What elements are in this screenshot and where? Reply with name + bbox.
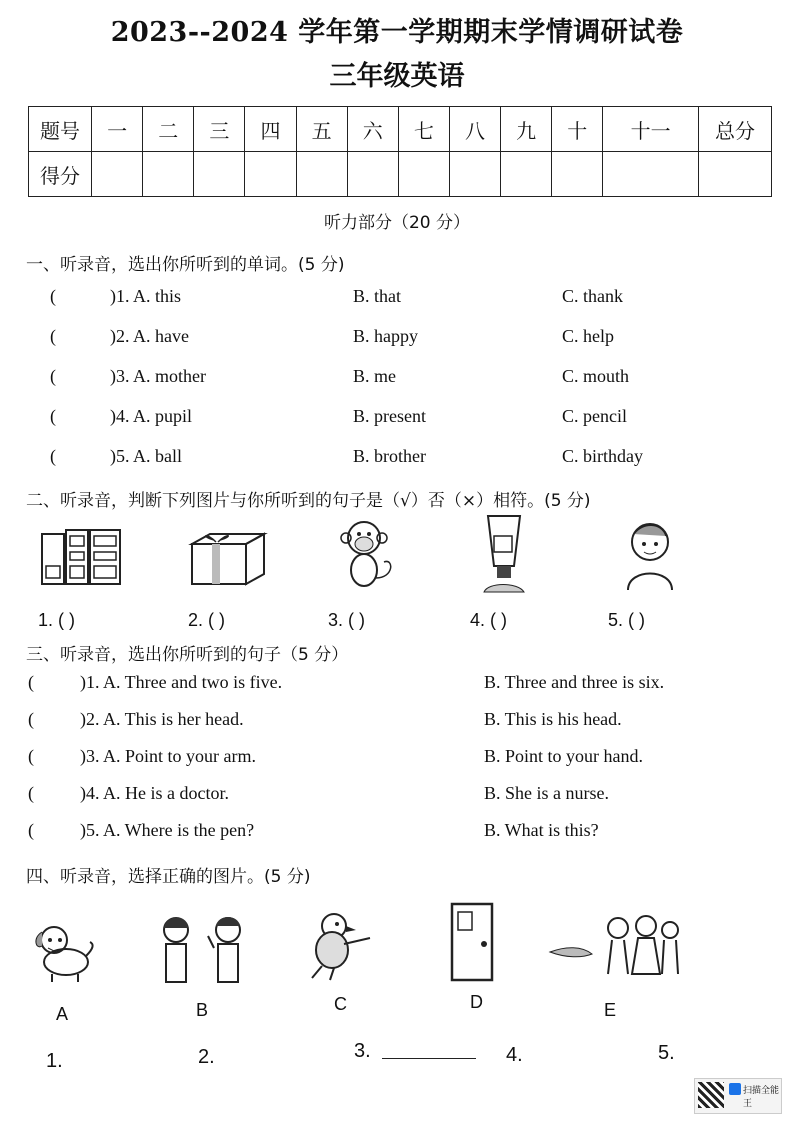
exam-title: 2023--2024 学年第一学期期末学情调研试卷 — [110, 17, 684, 48]
door-icon — [448, 900, 498, 984]
s1-option-b: B. me — [353, 366, 396, 386]
answer-paren[interactable]: ( — [28, 783, 34, 803]
s1-item — [50, 286, 770, 308]
s4-letter: E — [604, 1000, 617, 1020]
s4-letter: A — [56, 1004, 69, 1024]
kids-group-icon — [546, 912, 680, 980]
s1-option-a: )1. A. this — [110, 286, 182, 306]
building-icon — [36, 526, 126, 588]
scanner-watermark — [694, 1078, 782, 1114]
s4-letter: B — [196, 1000, 209, 1020]
answer-blank-line[interactable] — [382, 1058, 476, 1059]
s3-item — [28, 746, 768, 768]
s1-item — [50, 366, 770, 388]
score-col: 四 — [245, 107, 296, 152]
answer-paren[interactable]: ( — [50, 366, 56, 386]
s2-label[interactable]: 5. ( ) — [608, 610, 646, 630]
s1-option-b: B. that — [353, 286, 401, 306]
answer-paren[interactable]: ( — [50, 446, 56, 466]
score-table — [28, 106, 772, 197]
s3-item — [28, 709, 768, 731]
score-cell[interactable] — [194, 152, 245, 197]
s3-option-b: B. What is this? — [484, 820, 599, 840]
s1-option-c: C. thank — [562, 286, 623, 306]
answer-paren[interactable]: ( — [28, 746, 34, 766]
score-row-label: 题号 — [29, 107, 92, 152]
s4-letter: D — [470, 992, 483, 1012]
s3-option-a: )4. A. He is a doctor. — [80, 783, 229, 803]
qr-code-icon — [698, 1082, 724, 1108]
score-cell[interactable] — [699, 152, 772, 197]
score-value-row — [29, 152, 772, 197]
score-col: 七 — [398, 107, 449, 152]
score-row-label: 得分 — [29, 152, 92, 197]
section4-title: 四、听录音，选择正确的图片。(5 分) — [26, 867, 311, 887]
score-cell[interactable] — [398, 152, 449, 197]
s4-answer[interactable]: 2. — [198, 1046, 215, 1068]
score-col: 一 — [92, 107, 143, 152]
s1-option-a: )3. A. mother — [110, 366, 206, 386]
score-cell[interactable] — [501, 152, 552, 197]
children-icon — [154, 912, 254, 988]
answer-paren[interactable]: ( — [50, 286, 56, 306]
s1-option-a: )2. A. have — [110, 326, 189, 346]
s3-option-a: )5. A. Where is the pen? — [80, 820, 255, 840]
score-cell[interactable] — [347, 152, 398, 197]
glue-tube-icon — [474, 512, 534, 596]
s3-option-b: B. This is his head. — [484, 709, 622, 729]
section1-title: 一、听录音，选出你所听到的单词。(5 分) — [26, 255, 345, 275]
answer-paren[interactable]: ( — [28, 709, 34, 729]
s3-option-a: )2. A. This is her head. — [80, 709, 244, 729]
s3-option-a: )3. A. Point to your arm. — [80, 746, 256, 766]
s1-item — [50, 326, 770, 348]
s3-item — [28, 672, 768, 694]
section2-title: 二、听录音，判断下列图片与你所听到的句子是（√）否（×）相符。(5 分) — [26, 491, 591, 511]
s3-item — [28, 783, 768, 805]
s4-answer[interactable]: 3. — [354, 1040, 371, 1062]
s3-item — [28, 820, 768, 842]
monkey-icon — [334, 518, 396, 592]
score-header-row — [29, 107, 772, 152]
s1-item — [50, 406, 770, 428]
score-cell[interactable] — [296, 152, 347, 197]
s1-option-c: C. pencil — [562, 406, 627, 426]
score-col: 十一 — [603, 107, 699, 152]
section3-title: 三、听录音，选出你所听到的句子（5 分） — [26, 645, 349, 665]
score-col: 九 — [501, 107, 552, 152]
cs-logo-icon — [729, 1083, 741, 1095]
s1-option-b: B. brother — [353, 446, 426, 466]
score-col: 三 — [194, 107, 245, 152]
s1-option-b: B. present — [353, 406, 426, 426]
s2-label[interactable]: 2. ( ) — [188, 610, 226, 630]
answer-paren[interactable]: ( — [50, 406, 56, 426]
score-cell[interactable] — [143, 152, 194, 197]
bird-icon — [304, 908, 376, 982]
gift-box-icon — [186, 530, 268, 586]
score-col: 五 — [296, 107, 347, 152]
score-col: 六 — [347, 107, 398, 152]
answer-paren[interactable]: ( — [50, 326, 56, 346]
s2-label[interactable]: 3. ( ) — [328, 610, 366, 630]
s1-option-c: C. help — [562, 326, 614, 346]
score-cell[interactable] — [449, 152, 500, 197]
score-cell[interactable] — [245, 152, 296, 197]
s4-answer[interactable]: 1. — [46, 1050, 63, 1072]
s1-option-a: )4. A. pupil — [110, 406, 193, 426]
s3-option-a: )1. A. Three and two is five. — [80, 672, 283, 692]
s2-label[interactable]: 4. ( ) — [470, 610, 508, 630]
s3-option-b: B. Point to your hand. — [484, 746, 644, 766]
s1-option-b: B. happy — [353, 326, 418, 346]
s4-letter: C — [334, 994, 347, 1014]
s1-option-c: C. mouth — [562, 366, 630, 386]
boy-icon — [622, 520, 678, 592]
s4-answer[interactable]: 4. — [506, 1044, 523, 1066]
score-cell[interactable] — [603, 152, 699, 197]
s3-option-b: B. She is a nurse. — [484, 783, 609, 803]
score-col: 八 — [449, 107, 500, 152]
answer-paren[interactable]: ( — [28, 672, 34, 692]
listening-part-heading: 听力部分（20 分） — [323, 213, 471, 233]
exam-subtitle: 三年级英语 — [329, 61, 465, 92]
score-cell[interactable] — [552, 152, 603, 197]
s1-option-c: C. birthday — [562, 446, 643, 466]
s4-answer[interactable]: 5. — [658, 1042, 675, 1064]
s1-option-a: )5. A. ball — [110, 446, 182, 466]
s2-label[interactable]: 1. ( ) — [38, 610, 76, 630]
scanner-label: 扫描全能王 — [743, 1086, 780, 1109]
dog-icon — [28, 918, 100, 986]
score-cell[interactable] — [92, 152, 143, 197]
s3-option-b: B. Three and three is six. — [484, 672, 665, 692]
score-col: 二 — [143, 107, 194, 152]
score-col: 十 — [552, 107, 603, 152]
score-col-total: 总分 — [699, 107, 772, 152]
answer-paren[interactable]: ( — [28, 820, 34, 840]
s1-item — [50, 446, 770, 468]
